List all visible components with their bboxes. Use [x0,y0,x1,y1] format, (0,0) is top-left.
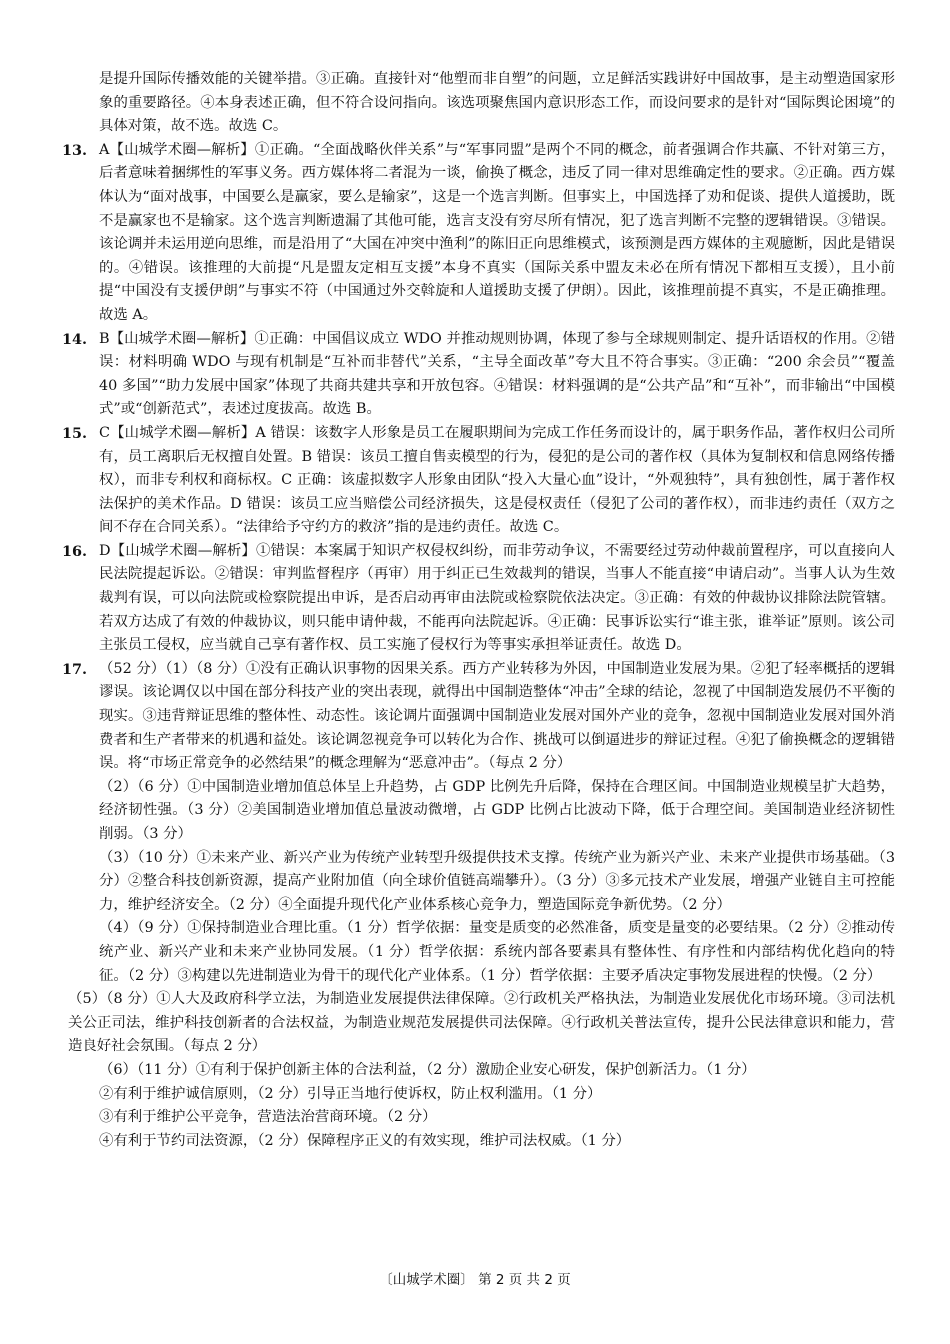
question-number: 14. [62,330,88,348]
answer-17-part-3: （3）（10 分）①未来产业、新兴产业为传统产业转型升级提供技术支撑。传统产业为新兴产业、未来产业提供市场基础。（3 分）②整合科技创新资源，提高产业附加值（向全球价值链高端攀升）。（3 分）③多元技术产业发展，增强产业链自主可控能力，维护经济安全。（2 分）④全面提升现代化产业体系核心竞争力，塑造国际竞争新优势。（2 分） [99,849,895,913]
answer-text: （52 分）（1）（8 分）①没有正确认识事物的因果关系。西方产业转移为外因，中国制造业发展为果。②犯了轻率概括的逻辑谬误。该论调仅以中国在部分科技产业的突出表现，就得出中国制造整体“冲击”全球的结论，忽视了中国制造发展仍不平衡的现实。③违背辩证思维的整体性、动态性。该论调片面强调中国制造业发展对国外产业的竞争，忽视中国制造业发展对国外消费者和生产者带来的机遇和益处。该论调忽视竞争可以转化为合作、挑战可以倒逼进步的辩证过程。④犯了偷换概念的逻辑错误。将“市场正常竞争的必然结果”的概念理解为“恶意冲击”。（每点 2 分） [99,660,895,772]
answer-text: B【山城学术圈—解析】①正确：中国倡议成立 WDO 并推动规则协调，体现了参与全球规则制定、提升话语权的作用。②错误：材料明确 WDO 与现有机制是“互补而非替代”关系，“主导全面改革”夸大且不符合事实。③正确：“200 余会员”“覆盖 40 多国”“助力发展中国家”体现了共商共建共享和开放包容。④错误：材料强调的是“公共产品”和“互补”，而非输出“中国模式”或“创新范式”，表述过度拔高。故选 B。 [99,330,895,418]
answer-17-part-6-point-2: ②有利于维护诚信原则，（2 分）引导正当地行使诉权，防止权利滥用。（1 分） [99,1085,602,1102]
answer-17-part-6-point-4: ④有利于节约司法资源，（2 分）保障程序正义的有效实现，维护司法权威。（1 分） [99,1132,631,1149]
question-number: 17. [62,660,88,678]
page-content [59,68,895,1153]
question-number: 13. [62,141,88,159]
answer-12-continuation: 是提升国际传播效能的关键举措。③正确。直接针对“他塑而非自塑”的问题，立足鲜活实践讲好中国故事，是主动塑造国家形象的重要路径。④本身表述正确，但不符合设问指向。该选项聚焦国内意识形态工作，而设问要求的是针对“国际舆论困境”的具体对策，故不选。故选 C。 [99,71,895,135]
question-number: 16. [62,542,88,560]
answer-17-part-6: （6）（11 分）①有利于保护创新主体的合法利益，（2 分）激励企业安心研发，保护创新活力。（1 分） [99,1061,756,1078]
answer-17-part-5: （5）（8 分）①人大及政府科学立法，为制造业发展提供法律保障。②行政机关严格执法，为制造业发展优化市场环境。③司法机关公正司法，维护科技创新者的合法权益，为制造业规范发展提供司法保障。④行政机关普法宣传，提升公民法律意识和能力，营造良好社会氛围。（每点 2 分） [68,991,895,1055]
answer-16 [59,540,895,658]
answer-17-part-2: （2）（6 分）①中国制造业增加值总体呈上升趋势，占 GDP 比例先升后降，保持在合理区间。中国制造业规模呈扩大趋势，经济韧性强。（3 分）②美国制造业增加值总量波动微增，占 GDP 比例占比波动下降，低于合理空间。美国制造业经济韧性削弱。（3 分） [99,778,895,842]
answer-15 [59,422,895,540]
answer-17-part-6-point-3: ③有利于维护公平竞争，营造法治营商环境。（2 分） [99,1109,437,1126]
question-number: 15. [62,424,88,442]
answer-17-part-4: （4）（9 分）①保持制造业合理比重。（1 分）哲学依据：量变是质变的必然准备，质变是量变的必要结果。（2 分）②推动传统产业、新兴产业和未来产业协同发展。（1 分）哲学依据：系统内部各要素具有整体性、有序性和内部结构优化趋向的特征。（2 分）③构建以先进制造业为骨干的现代化产业体系。（1 分）哲学依据：主要矛盾决定事物发展进程的快慢。（2 分） [99,920,895,984]
answer-13 [59,139,895,328]
page-footer: 〔山城学术圈〕 第 2 页 共 2 页 [379,1272,571,1288]
answer-text: C【山城学术圈—解析】A 错误：该数字人形象是员工在履职期间为完成工作任务而设计的，属于职务作品，著作权归公司所有，员工离职后无权擅自处置。B 错误：该员工擅自售卖模型的行为，侵犯的是公司的著作权（具体为复制权和信息网络传播权），而非专利权和商标权。C 正确：该虚拟数字人形象由团队“投入大量心血”设计，“外观独特”，具有独创性，属于著作权法保护的美术作品。D 错误：该员工应当赔偿公司经济损失，这是侵权责任（侵犯了公司的著作权），而非违约责任（双方之间不存在合同关系）。“法律给予守约方的救济”指的是违约责任。故选 C。 [99,424,895,536]
answer-text: D【山城学术圈—解析】①错误：本案属于知识产权侵权纠纷，而非劳动争议，不需要经过劳动仲裁前置程序，可以直接向人民法院提起诉讼。②错误：审判监督程序（再审）用于纠正已生效裁判的错误，当事人不能直接“申请启动”。当事人认为生效裁判有误，可以向法院或检察院提出申诉，是否启动再审由法院或检察院依法决定。③正确：有效的仲裁协议排除法院管辖。若双方达成了有效的仲裁协议，则只能申请仲裁，不能再向法院起诉。④正确：民事诉讼实行“谁主张，谁举证”原则。该公司主张员工侵权，应当就自己享有著作权、员工实施了侵权行为等事实承担举证责任。故选 D。 [99,542,895,654]
answer-14 [59,328,895,422]
answer-17 [59,658,895,776]
answer-text: A【山城学术圈—解析】①正确。“全面战略伙伴关系”与“军事同盟”是两个不同的概念，前者强调合作共赢、不针对第三方，后者意味着捆绑性的军事义务。西方媒体将二者混为一谈，偷换了概念，违反了同一律对思维确定性的要求。②正确。西方媒体认为“面对战事，中国要么是赢家，要么是输家”，这是一个选言判断。但事实上，中国选择了劝和促谈、提供人道援助，既不是赢家也不是输家。这个选言判断遗漏了其他可能，选言支没有穷尽所有情况，犯了选言判断不完整的逻辑错误。③错误。该论调并未运用逆向思维，而是沿用了“大国在冲突中渔利”的陈旧正向思维模式，该预测是西方媒体的主观臆断，因此是错误的。④错误。该推理的大前提“凡是盟友定相互支援”本身不真实（国际关系中盟友未必在所有情况下都相互支援），且小前提“中国没有支援伊朗”与事实不符（中国通过外交斡旋和人道援助支援了伊朗）。因此，该推理前提不真实，不是正确推理。故选 A。 [99,141,895,323]
